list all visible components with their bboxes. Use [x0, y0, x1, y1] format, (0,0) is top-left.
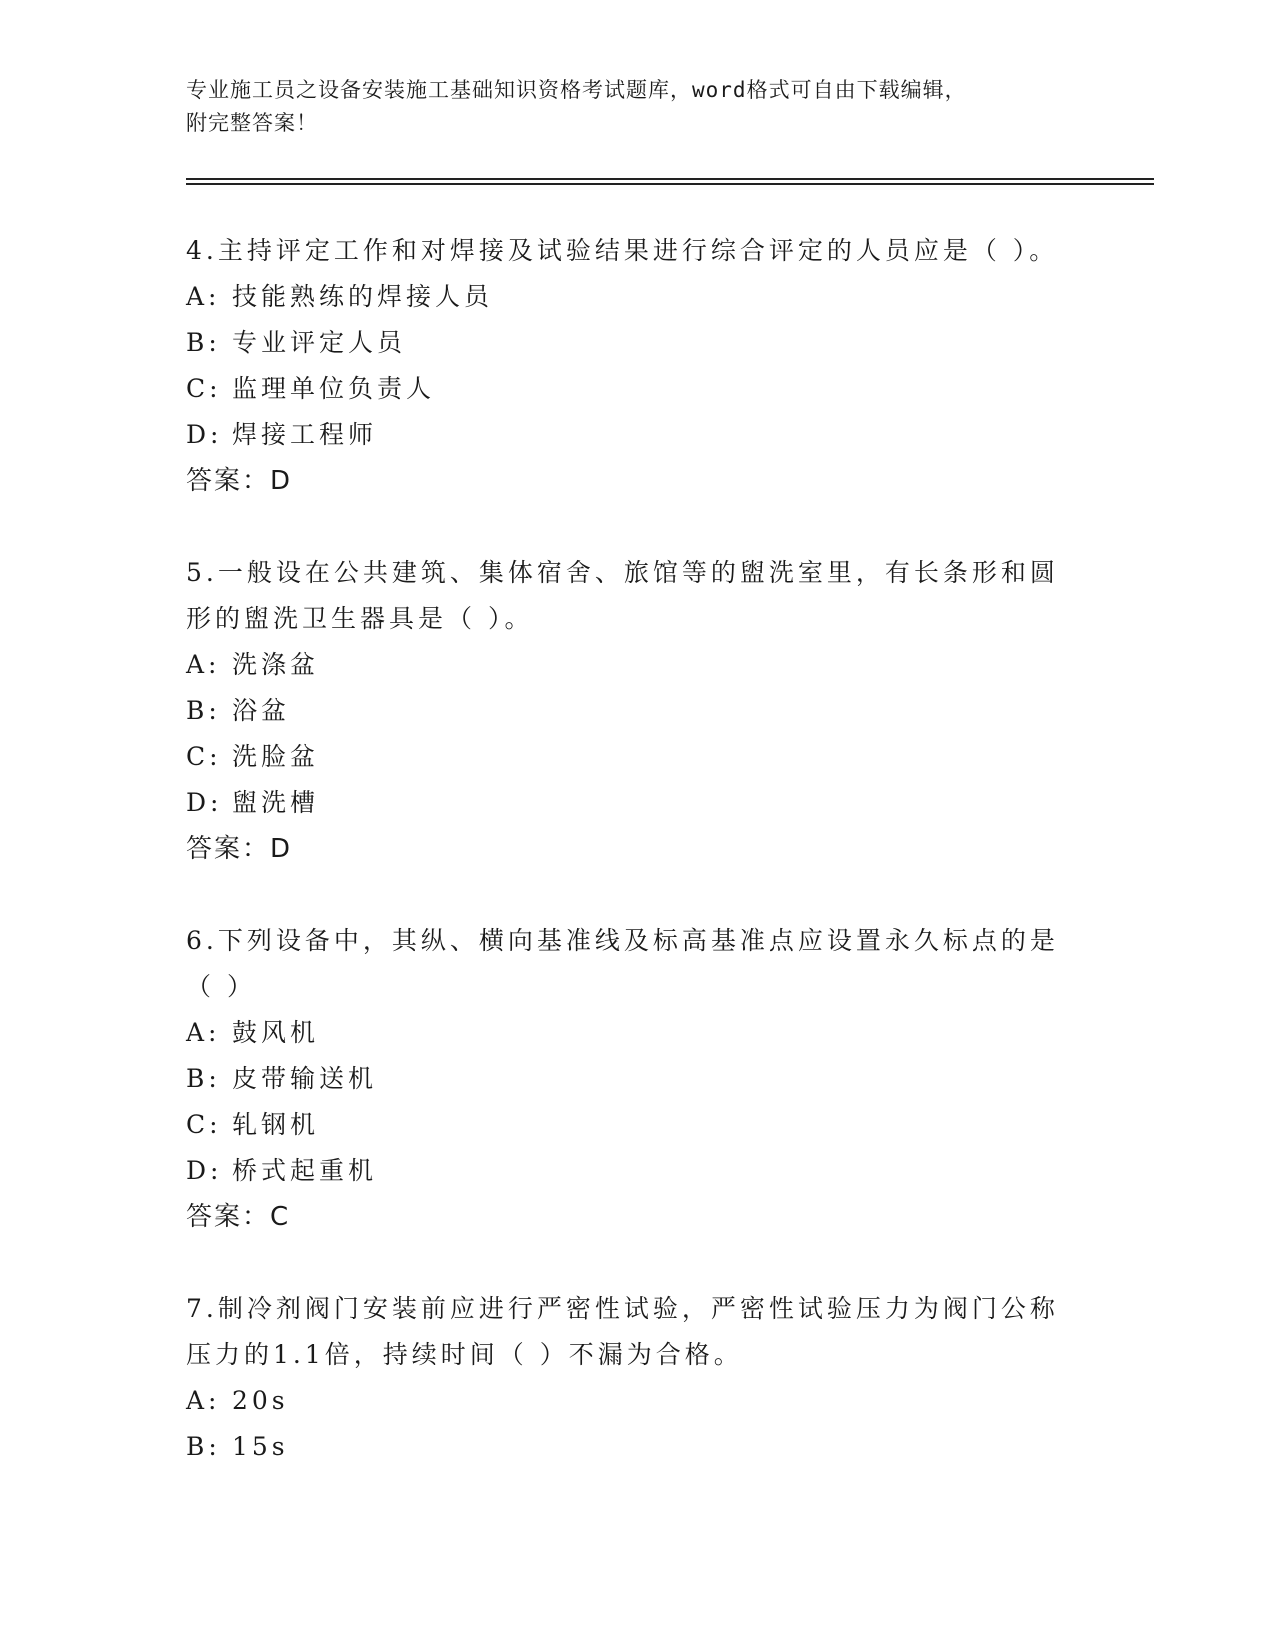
question-stem-line-2: （ ）	[186, 972, 256, 1001]
question-stem-line-2: 形的盥洗卫生器具是（ ）。	[186, 604, 534, 633]
option-d: D: 焊接工程师	[186, 420, 378, 449]
option-a: A: 洗涤盆	[186, 650, 320, 679]
option-b: B: 皮带输送机	[186, 1064, 378, 1093]
question-5	[186, 550, 1066, 872]
question-stem-line-1: 5.一般设在公共建筑、集体宿舍、旅馆等的盥洗室里，有长条形和圆	[186, 558, 1059, 587]
question-6	[186, 918, 1066, 1240]
header-divider-bottom	[186, 183, 1154, 185]
option-a: A: 20s	[186, 1386, 289, 1415]
option-c: C: 监理单位负责人	[186, 374, 436, 403]
answer: 答案：D	[186, 466, 293, 496]
answer: 答案：C	[186, 1202, 291, 1232]
option-c: C: 轧钢机	[186, 1110, 320, 1139]
question-stem-line-1: 6.下列设备中，其纵、横向基准线及标高基准点应设置永久标点的是	[186, 926, 1059, 955]
question-stem: 4.主持评定工作和对焊接及试验结果进行综合评定的人员应是（ ）。	[186, 236, 1059, 265]
option-a: A: 技能熟练的焊接人员	[186, 282, 494, 311]
question-4	[186, 228, 1066, 504]
option-b: B: 专业评定人员	[186, 328, 407, 357]
header-line-2: 附完整答案！	[186, 111, 318, 135]
option-d: D: 桥式起重机	[186, 1156, 378, 1185]
option-a: A: 鼓风机	[186, 1018, 320, 1047]
option-d: D: 盥洗槽	[186, 788, 320, 817]
question-7	[186, 1286, 1066, 1470]
question-stem-line-2: 压力的1.1倍，持续时间（ ）不漏为合格。	[186, 1340, 743, 1369]
option-c: C: 洗脸盆	[186, 742, 320, 771]
option-b: B: 15s	[186, 1432, 289, 1461]
header-divider-top	[186, 178, 1154, 180]
document-header	[186, 74, 1086, 140]
question-stem-line-1: 7.制冷剂阀门安装前应进行严密性试验，严密性试验压力为阀门公称	[186, 1294, 1059, 1323]
answer: 答案：D	[186, 834, 293, 864]
option-b: B: 浴盆	[186, 696, 291, 725]
header-line-1: 专业施工员之设备安装施工基础知识资格考试题库，word格式可自由下载编辑，	[186, 78, 967, 102]
